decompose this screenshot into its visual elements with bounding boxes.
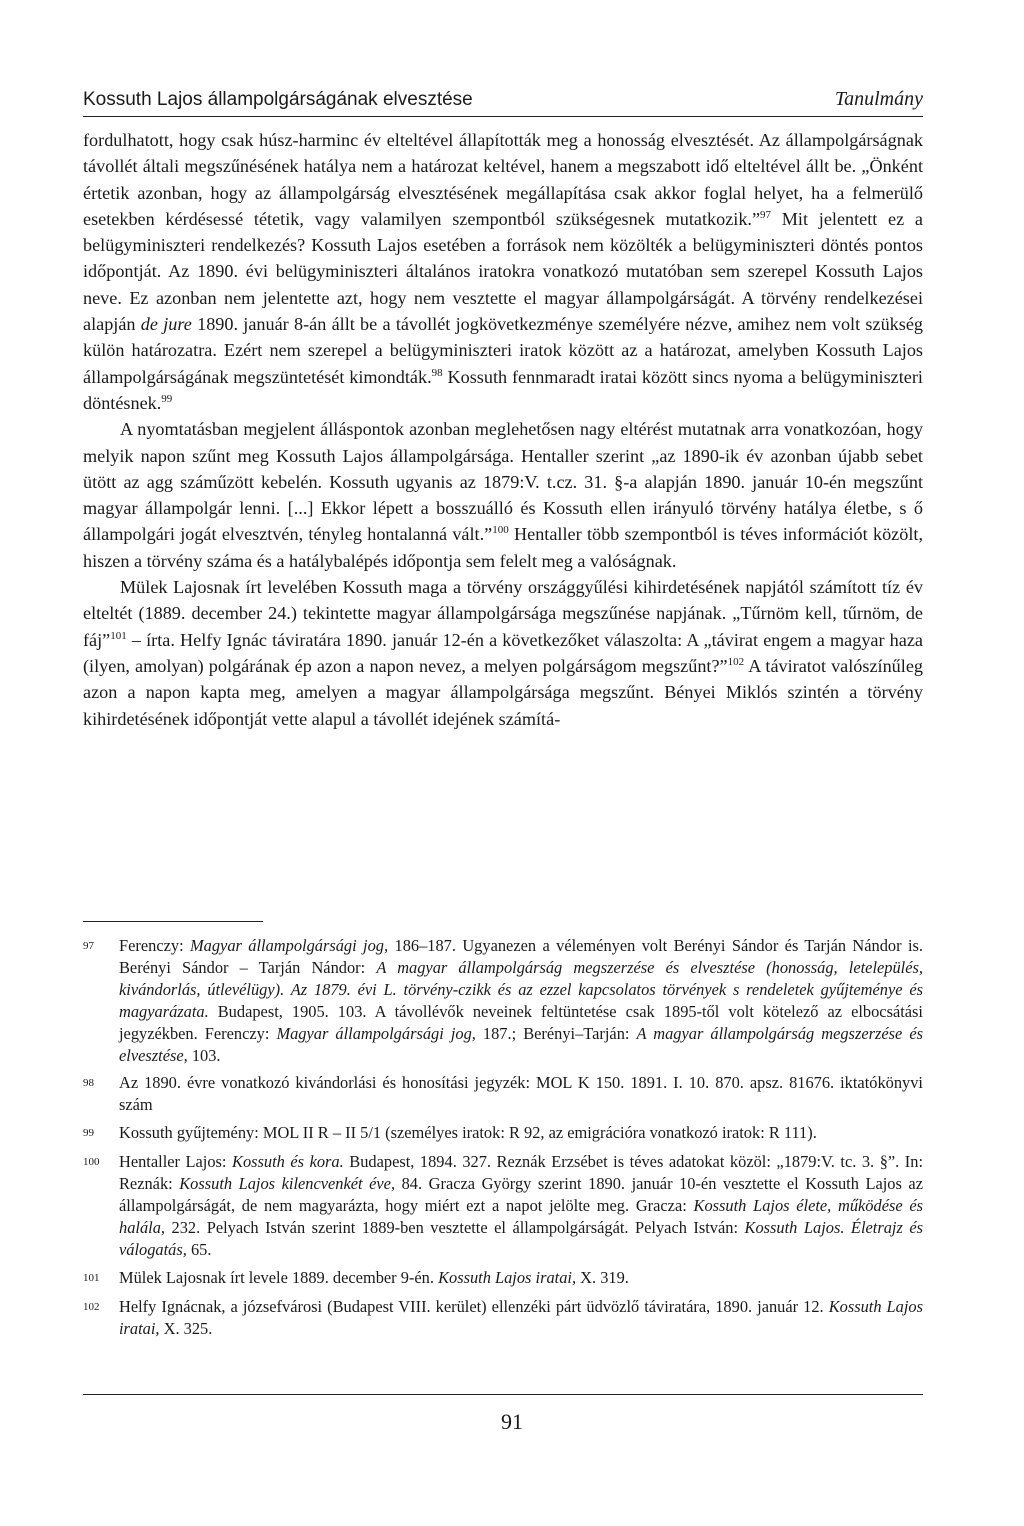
text-run: X. 325.	[159, 1318, 213, 1338]
text-run-italic: Kossuth Lajos iratai,	[438, 1267, 577, 1287]
text-run: Mülek Lajosnak írt levele 1889. december 9-én.	[119, 1267, 439, 1287]
body-text	[83, 127, 923, 732]
text-run-italic: Kossuth Lajos. Életrajz és válogatás,	[119, 1217, 923, 1259]
paragraph-1	[83, 127, 923, 416]
page-number: 91	[501, 1409, 523, 1434]
footnote-102	[83, 1296, 923, 1340]
footnote-number: 100	[83, 1156, 100, 1169]
paragraph-3	[83, 574, 923, 732]
footnote-ref-101[interactable]: 101	[110, 629, 127, 642]
footnote-text	[119, 1122, 923, 1145]
footnote-98	[83, 1072, 923, 1116]
text-run-italic: Magyar állampolgársági jog,	[276, 1023, 476, 1043]
text-run-italic: A magyar állampolgárság megszerzése és elvesztése,	[119, 1023, 923, 1065]
footnote-100	[83, 1151, 923, 1261]
text-run-italic: Magyar állampolgársági jog,	[190, 936, 389, 955]
text-run-italic: Kossuth Lajos iratai,	[119, 1296, 923, 1338]
footnote-ref-97[interactable]: 97	[760, 208, 772, 221]
text-run: 84. Gracza György szerint 1890. január 10-én vesztette el Kossuth Lajos az állampolgárságát, de nem magyarázta, hogy miért ezt a napot jelölte meg. Gracza:	[119, 1174, 923, 1215]
footnote-text	[119, 1072, 923, 1116]
text-run: Hentaller több szempontból is téves információt közölt, hiszen a törvény száma és a hatálybalépés időpontja sem felelt meg a valóságnak.	[83, 524, 923, 571]
running-head	[83, 88, 923, 117]
text-run-italic: de jure	[140, 314, 192, 335]
text-run: 232. Pelyach István szerint 1889-ben vesztette el állampolgárságát. Pelyach István:	[165, 1217, 745, 1237]
footnote-number: 98	[83, 1077, 94, 1090]
footnote-divider	[83, 921, 263, 922]
footnote-number: 101	[83, 1271, 100, 1284]
text-run: Hentaller Lajos:	[119, 1152, 233, 1172]
footnote-ref-102[interactable]: 102	[727, 655, 745, 668]
footnote-99	[83, 1122, 923, 1145]
text-run: fordulhatott, hogy csak húsz-harminc év elteltével állapították meg a honosság elvesztését. Az állampolgárságnak távollét általi megszűnésének hatálya nem a határozat keltével, hanem a megszabott idő elteltével állt be. „Önként értetik azonban, hogy az állampolgárság elvesztésének megállapítása csak akkor foglal helyet, ha a felmerülő esetekben kérdésessé tétetik, vagy valamilyen szempontból szükségesnek mutatkozik.”	[83, 130, 923, 229]
footnote-ref-99[interactable]: 99	[161, 392, 173, 405]
text-run: A nyomtatásban megjelent álláspontok azonban meglehetősen nagy eltérést mutatnak arra vonatkozóan, hogy melyik napon szűnt meg Kossuth Lajos állampolgársága. Hentaller szerint „az 1890-ik év azonban újabb sebet ütött az agg száműzött kebelén. Kossuth ugyanis az 1879:V. t.cz. 31. §-a alapján 1890. január 10-én megszűnt magyar állampolgár lenni. [...] Ekkor lépett a bosszuálló és Kossuth ellen irányuló törvény hatálya életbe, s ő állampolgári jogát elvesztvén, tényleg hontalanná vált.”	[83, 419, 923, 545]
text-run: Mit jelentett ez a belügyminiszteri rendelkezés? Kossuth Lajos esetében a források nem közölték a belügyminiszteri döntés pontos időpontját. Az 1890. évi belügyminiszteri általános iratokra vonatkozó mutatóban sem szerepel Kossuth Lajos neve. Ez azonban nem jelentette azt, hogy nem vesztette el magyar állampolgárságát. A törvény rendelkezései alapján	[83, 208, 923, 335]
footnotes	[83, 935, 923, 1345]
text-run: Helfy Ignácnak, a józsefvárosi (Budapest VIII. kerület) ellenzéki párt üdvözlő táviratára, 1890. január 12.	[119, 1296, 829, 1316]
footnote-number: 97	[83, 940, 94, 952]
text-run: 187.; Berényi–Tarján:	[475, 1023, 637, 1043]
text-run: Budapest, 1894. 327. Reznák Erzsébet is téves adatokat közöl: „1879:V. tc. 3. §”. In: Reznák:	[119, 1152, 924, 1194]
text-run-italic: Kossuth és kora.	[232, 1152, 344, 1172]
text-run: Kossuth gyűjtemény: MOL II R – II 5/1 (személyes iratok: R 92, az emigrációra vonatkozó iratok: R 111).	[119, 1123, 817, 1143]
footnote-101	[83, 1267, 923, 1290]
text-run: – írta. Helfy Ignác táviratára 1890. január 12-én a következőket válaszolta: A „távirat engem a magyar haza (ilyen, amolyan) polgárának ép azon a napon nevez, a melyen polgárságom megszűnt?”	[83, 629, 923, 676]
text-run: 65.	[186, 1239, 212, 1259]
paragraph-2	[83, 416, 923, 574]
text-run: X. 319.	[576, 1267, 629, 1287]
text-run: Mülek Lajosnak írt levelében Kossuth maga a törvény országgyűlési kihirdetésének napjától számított tíz év elteltét (1889. december 24.) tekintette magyar állampolgársága megszűnése napjának. „Tűrnöm kell, tűrnöm, de fáj”	[83, 577, 923, 650]
footer-divider	[83, 1394, 923, 1395]
text-run-italic: A magyar állampolgárság megszerzése és elvesztése (honosság, letelepülés, kivándorlás, útlevélügy). Az 1879. évi L. törvény-czikk és az ezzel kapcsolatos törvények s rendeletek gyűjteménye és magyarázata.	[119, 957, 923, 1021]
page	[83, 88, 923, 732]
footnote-ref-98[interactable]: 98	[431, 366, 443, 379]
text-run: Az 1890. évre vonatkozó kivándorlási és honosítási jegyzék: MOL K 150. 1891. I. 10. 870. apsz. 81676. iktatókönyvi szám	[119, 1073, 923, 1115]
text-run-italic: Kossuth Lajos kilencvenkét éve,	[179, 1174, 396, 1194]
footnote-number: 102	[83, 1300, 100, 1313]
text-run: Budapest, 1905. 103. A távollévők neveinek feltüntetése csak 1895-től volt kötelező az elbocsátási jegyzékben. Ferenczy:	[119, 1001, 923, 1043]
running-head-title: Kossuth Lajos állampolgárságának elvesztése	[83, 89, 473, 110]
footnote-text	[119, 1296, 923, 1340]
footnote-text	[119, 1267, 923, 1290]
footnote-text	[119, 935, 923, 1066]
text-run: 103.	[187, 1045, 221, 1065]
text-run: A táviratot valószínűleg azon a napon kapta meg, amelyen a magyar állampolgársága megszűnt. Bényei Miklós szintén a törvény kihirdetésének időpontját vette alapul a távollét idejének számítá-	[83, 655, 923, 729]
text-run: Kossuth fennmaradt iratai között sincs nyoma a belügyminiszteri döntésnek.	[83, 366, 923, 413]
footnote-text	[119, 1151, 923, 1261]
footnote-97	[83, 935, 923, 1066]
text-run: 186–187. Ugyanezen a véleményen volt Berényi Sándor és Tarján Nándor is. Berényi Sándor – Tarján Nándor:	[119, 936, 924, 977]
running-head-section: Tanulmány	[834, 88, 923, 110]
text-run: Ferenczy:	[119, 936, 191, 955]
text-run-italic: Kossuth Lajos élete, működése és halála,	[119, 1195, 924, 1237]
text-run: 1890. január 8-án állt be a távollét jogkövetkezménye személyére nézve, amihez nem volt szükség külön határozatra. Ezért nem szerepel a belügyminiszteri iratok között az a határozat, amelyben Kossuth Lajos állampolgárságának megszüntetését kimondták.	[83, 314, 923, 387]
footnote-ref-100[interactable]: 100	[492, 524, 509, 537]
footnote-number: 99	[83, 1127, 94, 1140]
